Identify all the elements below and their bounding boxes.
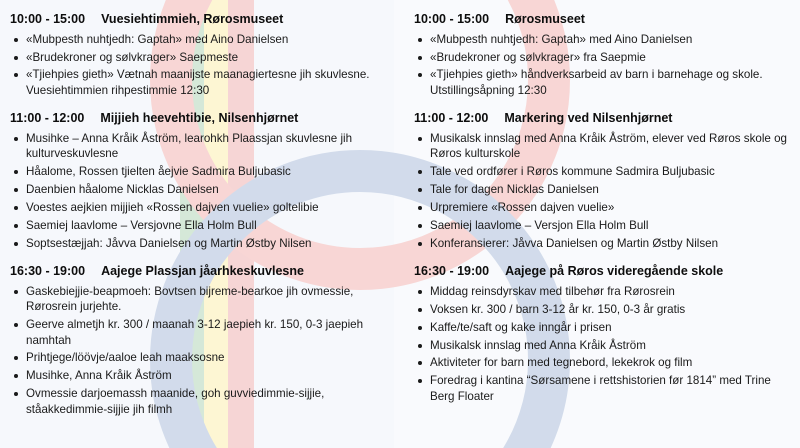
program-heading bbox=[10, 12, 386, 28]
list-item: «Mubpesth nuhtjedh: Gaptah» med Aino Danielsen bbox=[414, 32, 790, 47]
list-item: Voksen kr. 300 / barn 3-12 år kr. 150, 0-3 år gratis bbox=[414, 302, 790, 317]
program-time: 10:00 - 15:00 bbox=[10, 12, 86, 26]
list-item: Ovmessie darjoemassh maanide, goh guvviedimmie-sijjie, ståakkedimmie-sijjie jih filmh bbox=[10, 386, 386, 417]
list-item: Daenbien håalome Nicklas Danielsen bbox=[10, 182, 386, 197]
list-item: Musikalsk innslag med Anna Kråik Åström, elever ved Røros skole og Røros kulturskole bbox=[414, 131, 790, 162]
program-title: Rørosmuseet bbox=[505, 12, 585, 26]
program-item-list bbox=[10, 32, 386, 99]
program-item-list bbox=[10, 284, 386, 417]
program-block-left-1 bbox=[10, 12, 386, 98]
program-item-list bbox=[414, 284, 790, 404]
list-item: «Brudekroner og sølvkrager» Saepmeste bbox=[10, 50, 386, 65]
program-title: Aajege Plassjan jåarhkeskuvlesne bbox=[101, 264, 304, 279]
program-time: 11:00 - 12:00 bbox=[10, 111, 85, 126]
program-time: 16:30 - 19:00 bbox=[10, 264, 86, 279]
program-title: Aajege på Røros videregående skole bbox=[505, 264, 724, 279]
list-item: Middag reinsdyrskav med tilbehør fra Rørosrein bbox=[414, 284, 790, 299]
list-item: Urpremiere «Rossen dajven vuelie» bbox=[414, 200, 790, 215]
list-item: Saemiej laavlome – Versjovne Ella Holm Bull bbox=[10, 218, 386, 233]
program-block-right-2 bbox=[414, 111, 790, 251]
program-heading bbox=[10, 264, 386, 280]
list-item: Aktiviteter for barn med tegnebord, lekekrok og film bbox=[414, 355, 790, 370]
program-block-left-3 bbox=[10, 264, 386, 417]
program-block-right-1 bbox=[414, 12, 790, 98]
program-title: Vuesiehtimmieh, Rørosmuseet bbox=[101, 12, 284, 26]
list-item: Tale ved ordfører i Røros kommune Sadmira Buljubasic bbox=[414, 164, 790, 179]
program-item-list bbox=[10, 131, 386, 251]
list-item: «Brudekroner og sølvkrager» fra Saepmie bbox=[414, 50, 790, 65]
program-column-left bbox=[10, 12, 400, 448]
list-item: «Tjiehpies gieth» Vætnah maanijste maanagiertesne jih skuvlesne. Vuesiehtimmien rihpestimmie 12:30 bbox=[10, 67, 386, 98]
list-item: Kaffe/te/saft og kake inngår i prisen bbox=[414, 320, 790, 335]
list-item: Konferansierer: Jåvva Danielsen og Martin Østby Nilsen bbox=[414, 236, 790, 251]
list-item: Gaskebiejjie-beapmoeh: Bovtsen bijreme-bearkoe jih ovmessie, Rørosrein jurjehte. bbox=[10, 284, 386, 315]
program-time: 10:00 - 15:00 bbox=[414, 12, 490, 26]
program-heading bbox=[414, 264, 790, 280]
list-item: Geerve almetjh kr. 300 / maanah 3-12 jaepieh kr. 150, 0-3 jaepieh namhtah bbox=[10, 317, 386, 348]
list-item: Håalome, Rossen tjielten åejvie Sadmira Buljubasic bbox=[10, 164, 386, 179]
list-item: Foredrag i kantina “Sørsamene i rettshistorien før 1814” med Trine Berg Floater bbox=[414, 373, 790, 404]
list-item: Soptsestæjjah: Jåvva Danielsen og Martin Østby Nilsen bbox=[10, 236, 386, 251]
program-time: 11:00 - 12:00 bbox=[414, 111, 489, 126]
list-item: Prihtjege/löövje/aaloe leah maaksosne bbox=[10, 350, 386, 365]
list-item: «Mubpesth nuhtjedh: Gaptah» med Aino Danielsen bbox=[10, 32, 386, 47]
program-block-right-3 bbox=[414, 264, 790, 404]
list-item: Musihke, Anna Kråik Åström bbox=[10, 368, 386, 383]
program-item-list bbox=[414, 131, 790, 251]
program-column-right bbox=[400, 12, 790, 448]
program-title: Markering ved Nilsenhjørnet bbox=[504, 111, 673, 126]
list-item: Tale for dagen Nicklas Danielsen bbox=[414, 182, 790, 197]
program-heading bbox=[414, 111, 790, 127]
program-item-list bbox=[414, 32, 790, 99]
program-heading bbox=[10, 111, 386, 127]
program-title: Mijjieh heevehtibie, Nilsenhjørnet bbox=[100, 111, 299, 126]
list-item: Musihke – Anna Kråik Åström, learohkh Plaassjan skuvlesne jih kulturveskuvlesne bbox=[10, 131, 386, 162]
program-time: 16:30 - 19:00 bbox=[414, 264, 490, 279]
program-heading bbox=[414, 12, 790, 28]
list-item: Voestes aejkien mijjieh «Rossen dajven vuelie» goltelibie bbox=[10, 200, 386, 215]
list-item: Musikalsk innslag med Anna Kråik Åström bbox=[414, 338, 790, 353]
list-item: «Tjiehpies gieth» håndverksarbeid av barn i barnehage og skole. Utstillingsåpning 12:30 bbox=[414, 67, 790, 98]
program-block-left-2 bbox=[10, 111, 386, 251]
list-item: Saemiej laavlome – Versjon Ella Holm Bull bbox=[414, 218, 790, 233]
